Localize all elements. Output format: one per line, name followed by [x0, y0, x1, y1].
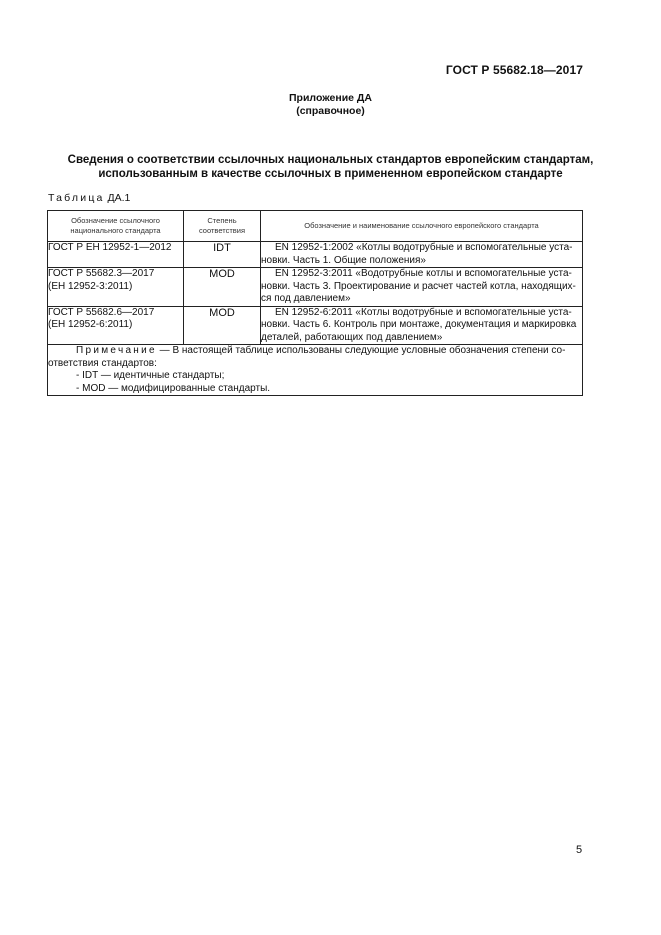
national-standard-line: ГОСТ Р 55682.3—2017 — [48, 268, 155, 279]
column-header-national — [48, 211, 184, 242]
degree-cell: MOD — [184, 268, 261, 307]
column-header-degree — [184, 211, 261, 242]
national-standard-cell — [48, 268, 184, 307]
national-standard-cell — [48, 306, 184, 345]
appendix-title: Приложение ДА — [289, 92, 372, 104]
european-standard-line — [261, 307, 582, 320]
national-standard-cell — [48, 242, 184, 268]
column-header-national-line-2: национального стандарта — [70, 226, 161, 235]
table-note-row — [48, 345, 583, 396]
national-standard-line: ГОСТ Р ЕН 12952-1—2012 — [48, 242, 172, 253]
column-header-degree-line-2: соответствия — [198, 226, 246, 235]
page-number: 5 — [576, 844, 583, 856]
european-standard-text: EN 12952-3:2011 «Водотрубные котлы и вспомогательные уста- — [275, 268, 572, 279]
degree-cell: IDT — [184, 242, 261, 268]
european-standard-text: EN 12952-6:2011 «Котлы водотрубные и вспомогательные уста- — [275, 306, 572, 318]
table-header-row — [48, 211, 583, 242]
appendix-subtitle: (справочное) — [296, 105, 365, 117]
table-note — [48, 345, 583, 396]
table-row — [48, 242, 583, 268]
national-standard-line: (ЕН 12952-6:2011) — [48, 319, 133, 330]
reference-standards-table — [47, 210, 583, 396]
document-code: ГОСТ Р 55682.18—2017 — [445, 63, 583, 77]
table-row — [48, 306, 583, 345]
national-standard-line: ГОСТ Р 55682.6—2017 — [48, 306, 155, 318]
table-caption — [48, 192, 130, 204]
european-standard-line: новки. Часть 6. Контроль при монтаже, документация и маркировка — [261, 319, 577, 330]
section-heading — [48, 153, 613, 181]
european-standard-line — [261, 268, 582, 281]
section-heading-line-2: использованным в качестве ссылочных в примененном европейском стандарте — [98, 168, 563, 180]
note-line-2: ответствия стандартов: — [48, 357, 157, 369]
section-heading-line-1: Сведения о соответствии ссылочных национальных стандартов европейским стандартам, — [67, 154, 594, 166]
degree-cell: MOD — [184, 306, 261, 345]
appendix-title-block — [0, 92, 661, 118]
table-caption-word: Таблица — [48, 192, 105, 204]
column-header-national-line-1: Обозначение ссылочного — [71, 216, 160, 225]
european-standard-cell — [261, 242, 583, 268]
national-standard-line: (ЕН 12952-3:2011) — [48, 280, 133, 292]
european-standard-text: EN 12952-1:2002 «Котлы водотрубные и вспомогательные уста- — [275, 242, 573, 253]
table-row — [48, 268, 583, 307]
european-standard-line: ся под давлением» — [261, 293, 351, 304]
european-standard-line: новки. Часть 3. Проектирование и расчет частей котла, находящих- — [261, 280, 576, 292]
column-header-european-line-1: Обозначение и наименование ссылочного европейского стандарта — [304, 221, 539, 230]
european-standard-cell — [261, 268, 583, 307]
european-standard-line: новки. Часть 1. Общие положения» — [261, 254, 426, 266]
note-item-idt: - IDT — идентичные стандарты; — [76, 370, 225, 381]
note-text: — В настоящей таблице использованы следующие условные обозначения степени со- — [156, 345, 566, 356]
european-standard-line — [261, 242, 582, 255]
column-header-degree-line-1: Степень — [207, 216, 237, 225]
european-standard-cell — [261, 306, 583, 345]
table-caption-number: ДА.1 — [107, 192, 131, 204]
note-item-mod: - MOD — модифицированные стандарты. — [76, 382, 271, 394]
european-standard-line: деталей, работающих под давлением» — [261, 331, 443, 343]
note-line-1 — [48, 345, 582, 358]
note-label: Примечание — [76, 345, 157, 356]
column-header-european — [261, 211, 583, 242]
